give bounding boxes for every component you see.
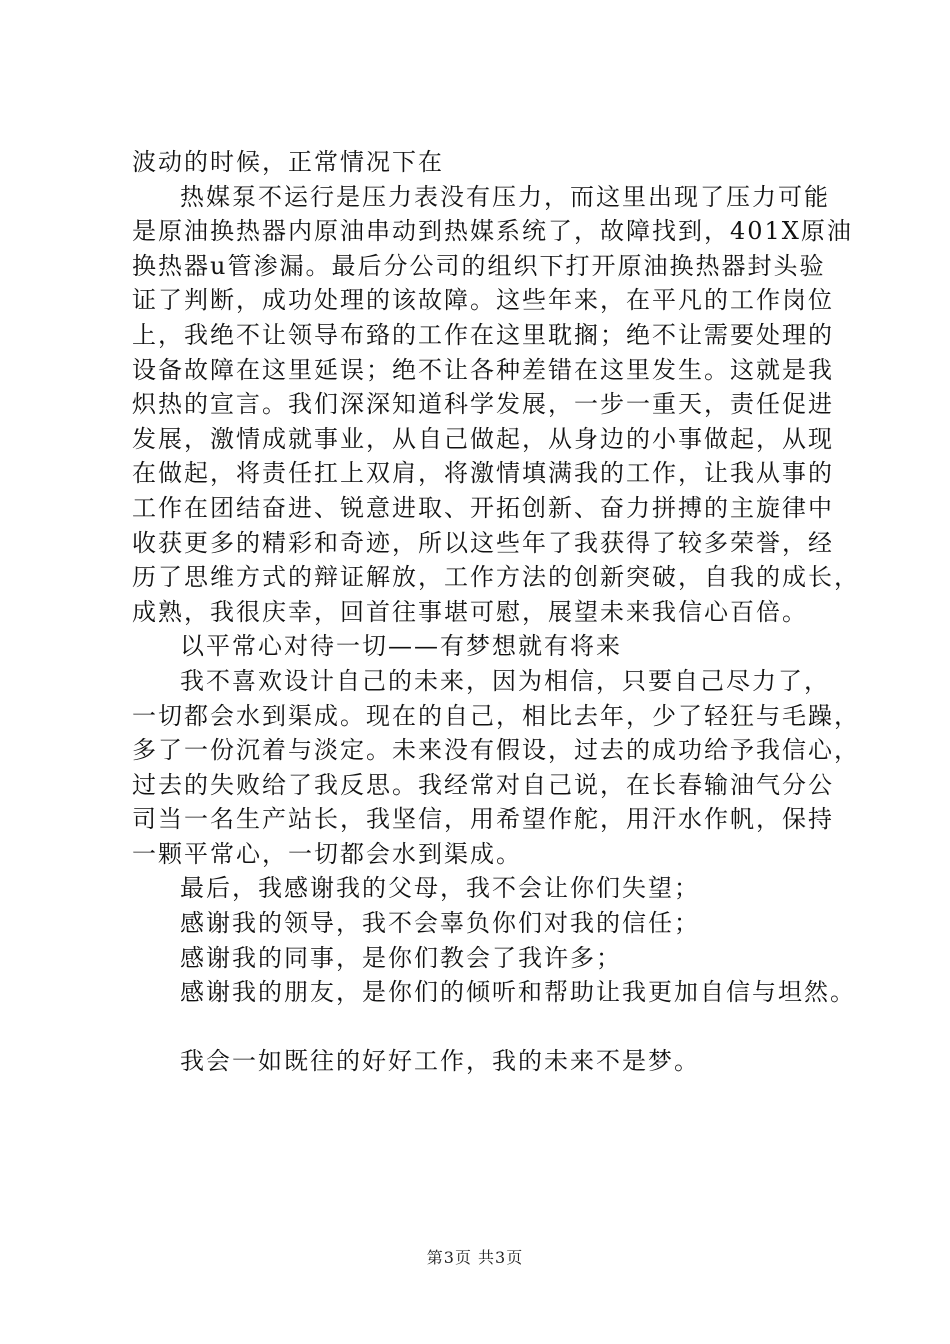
thanks-line: 感谢我的领导，我不会辜负你们对我的信任； [180, 909, 700, 938]
text-line: 一切都会水到渠成。现在的自己，相比去年，少了轻狂与毛躁， [132, 701, 860, 730]
paragraph-start-line: 我不喜欢设计自己的未来，因为相信，只要自己尽力了， [180, 666, 830, 695]
text-line: 波动的时候，正常情况下在 [132, 148, 444, 176]
text-line: 司当一名生产站长，我坚信，用希望作舵，用汗水作帆，保持 [132, 805, 834, 834]
text-line: 换热器u管渗漏。最后分公司的组织下打开原油换热器封头验 [132, 251, 826, 280]
text-line: 工作在团结奋进、锐意进取、开拓创新、奋力拼搏的主旋律中 [132, 493, 834, 522]
text-line: 上，我绝不让领导布臵的工作在这里耽搁；绝不让需要处理的 [132, 320, 834, 349]
text-line: 设备故障在这里延误；绝不让各种差错在这里发生。这就是我 [132, 355, 834, 384]
thanks-line: 感谢我的朋友，是你们的倾听和帮助让我更加自信与坦然。 [180, 978, 856, 1007]
text-line: 收获更多的精彩和奇迹，所以这些年了我获得了较多荣誉，经 [132, 528, 834, 557]
text-line: 在做起，将责任扛上双肩，将激情填满我的工作，让我从事的 [132, 459, 834, 488]
text-line: 过去的失败给了我反思。我经常对自己说，在长春输油气分公 [132, 770, 834, 799]
thanks-line: 感谢我的同事，是你们教会了我许多； [180, 943, 622, 972]
text-line: 炽热的宣言。我们深深知道科学发展，一步一重天，责任促进 [132, 390, 834, 419]
blank-line [132, 1010, 852, 1045]
text-line: 发展，激情成就事业，从自己做起，从身边的小事做起，从现 [132, 424, 834, 453]
closing-line: 我会一如既往的好好工作，我的未来不是梦。 [180, 1047, 700, 1076]
document-body [132, 145, 860, 1079]
paragraph-start-line: 热媒泵不运行是压力表没有压力，而这里出现了压力可能 [180, 182, 830, 211]
text-line: 是原油换热器内原油串动到热媒系统了，故障找到，401X原油 [132, 217, 853, 246]
text-line: 证了判断，成功处理的该故障。这些年来，在平凡的工作岗位 [132, 286, 834, 315]
text-line: 多了一份沉着与淡定。未来没有假设，过去的成功给予我信心， [132, 736, 860, 765]
text-line: 一颗平常心，一切都会水到渠成。 [132, 839, 522, 868]
text-line: 成熟，我很庆幸，回首往事堪可慰，展望未来我信心百倍。 [132, 597, 808, 626]
text-line: 历了思维方式的辩证解放，工作方法的创新突破，自我的成长， [132, 563, 860, 592]
thanks-line: 最后，我感谢我的父母，我不会让你们失望； [180, 874, 700, 903]
page-number-footer: 第3页 共3页 [426, 1248, 524, 1267]
section-heading: 以平常心对待一切——有梦想就有将来 [180, 632, 622, 661]
